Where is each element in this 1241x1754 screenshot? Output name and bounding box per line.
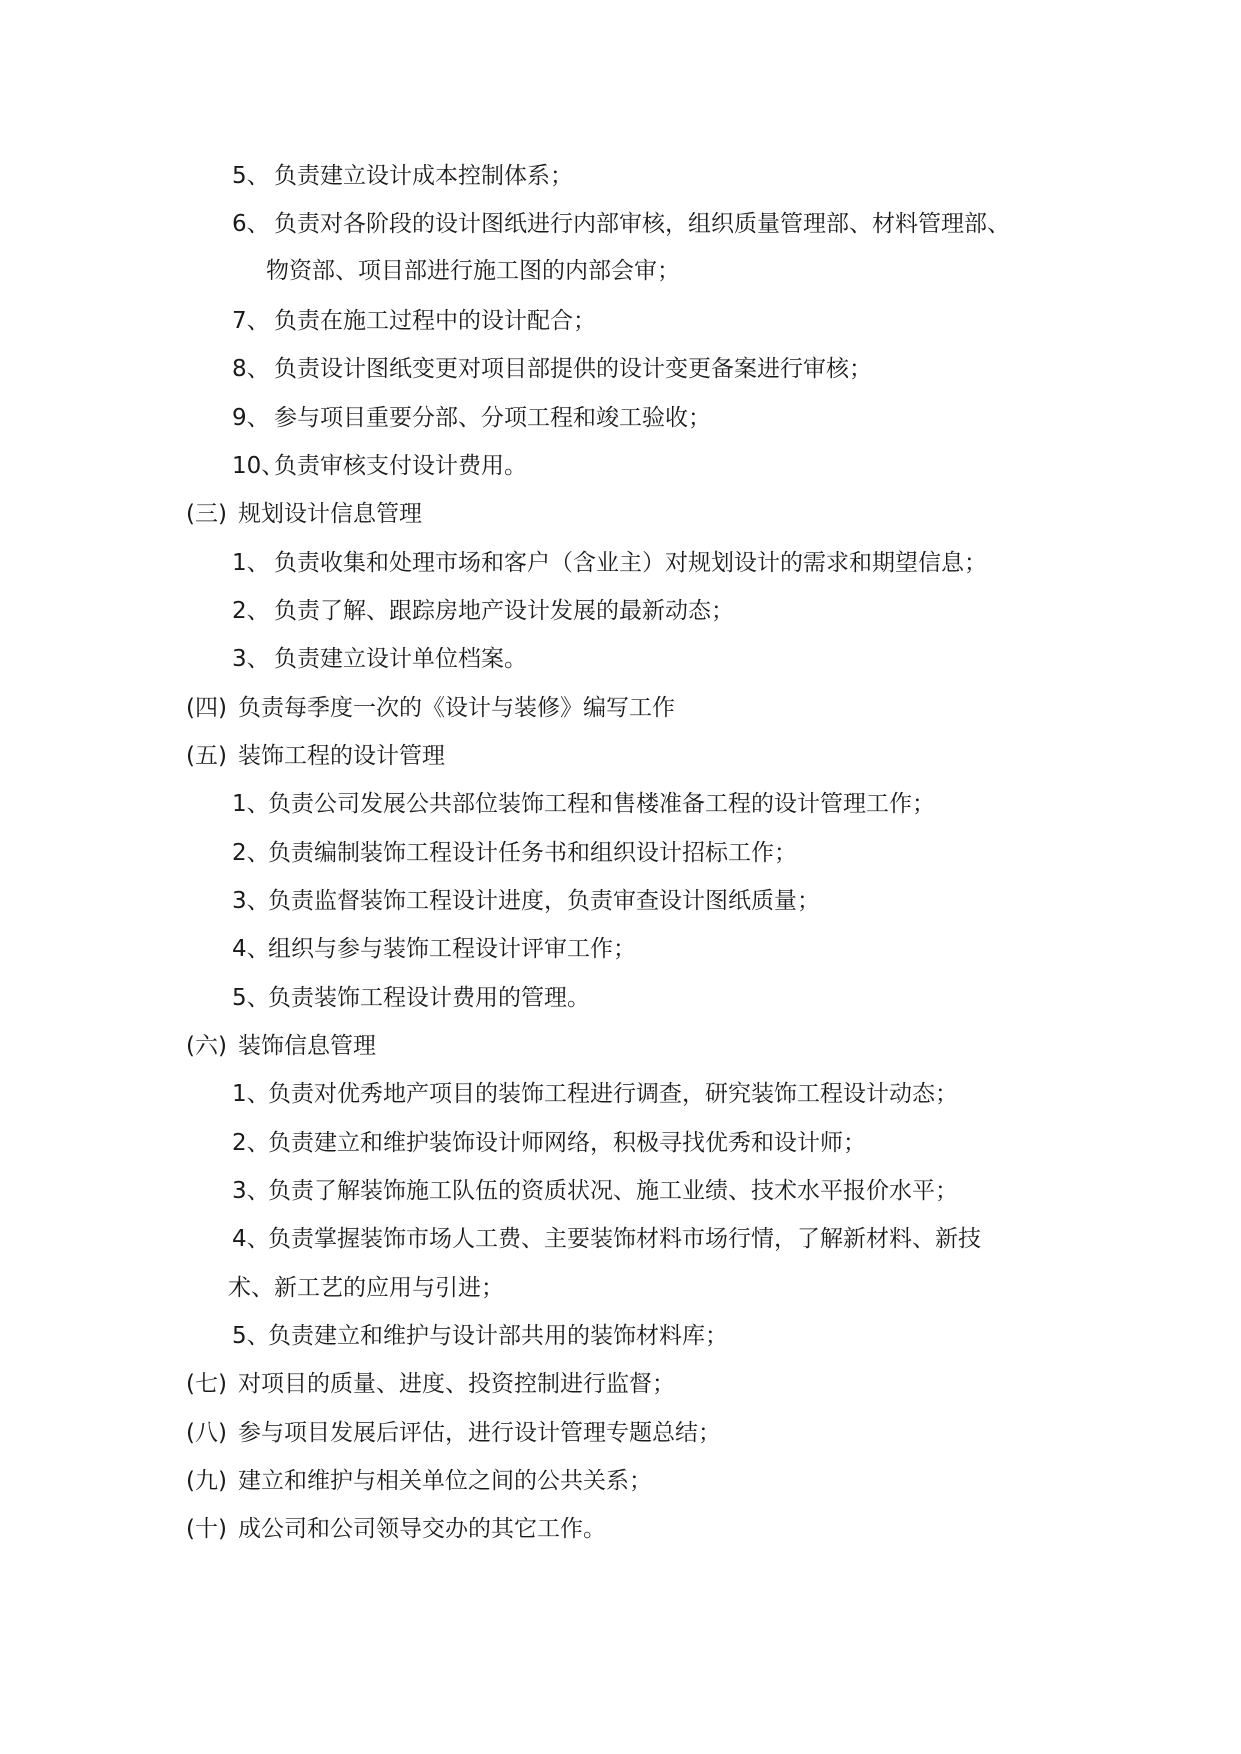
item-number: 1、: [232, 1081, 270, 1107]
item-number: 2、: [232, 598, 270, 624]
list-item: [232, 934, 636, 964]
item-text: 负责审核支付设计费用。: [274, 453, 527, 479]
section-number: (十): [186, 1516, 227, 1542]
item-text: 参与项目重要分部、分项工程和竣工验收；: [274, 405, 711, 431]
list-item: [232, 886, 820, 916]
item-text: 负责建立设计单位档案。: [274, 646, 527, 672]
list-item: [232, 1128, 866, 1158]
item-number: 4、: [232, 1226, 270, 1252]
item-text: 负责建立和维护与设计部共用的装饰材料库；: [268, 1323, 728, 1349]
item-text: 负责编制装饰工程设计任务书和组织设计招标工作；: [268, 840, 797, 866]
item-number: 3、: [232, 888, 270, 914]
item-number: 2、: [232, 840, 270, 866]
section-title: 成公司和公司领导交办的其它工作。: [238, 1516, 606, 1542]
item-number: 2、: [232, 1130, 270, 1156]
item-number: 10、: [232, 453, 285, 479]
section-heading: [186, 1466, 652, 1496]
section-heading: [186, 499, 422, 529]
item-text: 负责在施工过程中的设计配合；: [274, 308, 596, 334]
section-number: (六): [186, 1033, 227, 1059]
item-text: 负责监督装饰工程设计进度，负责审查设计图纸质量；: [268, 888, 820, 914]
section-title: 对项目的质量、进度、投资控制进行监督；: [238, 1371, 675, 1397]
item-text: 负责建立和维护装饰设计师网络，积极寻找优秀和设计师；: [268, 1130, 866, 1156]
list-item: [232, 209, 1010, 239]
section-title: 建立和维护与相关单位之间的公共关系；: [238, 1468, 652, 1494]
section-title: 规划设计信息管理: [238, 501, 422, 527]
item-text: 负责了解、跟踪房地产设计发展的最新动态；: [274, 598, 734, 624]
item-number: 1、: [232, 550, 270, 576]
item-text: 负责了解装饰施工队伍的资质状况、施工业绩、技术水平报价水平；: [268, 1178, 958, 1204]
section-heading: [186, 1418, 721, 1448]
item-number: 9、: [232, 405, 270, 431]
section-title: 参与项目发展后评估，进行设计管理专题总结；: [238, 1420, 721, 1446]
item-text: 负责收集和处理市场和客户（含业主）对规划设计的需求和期望信息；: [274, 550, 987, 576]
list-item: [232, 1224, 981, 1254]
list-item: [232, 789, 935, 819]
section-number: (三): [186, 501, 227, 527]
section-heading: [186, 1514, 606, 1544]
item-text: 负责对各阶段的设计图纸进行内部审核，组织质量管理部、材料管理部、: [274, 211, 1010, 237]
item-number: 4、: [232, 936, 270, 962]
section-heading: [186, 1369, 675, 1399]
list-item: [232, 983, 590, 1013]
section-heading: [186, 693, 675, 723]
list-item-continuation: [228, 1273, 504, 1303]
item-text: 组织与参与装饰工程设计评审工作；: [268, 936, 636, 962]
item-number: 6、: [232, 211, 270, 237]
list-item: [232, 354, 872, 384]
item-number: 3、: [232, 1178, 270, 1204]
item-number: 5、: [232, 163, 270, 189]
item-text: 术、新工艺的应用与引进；: [228, 1275, 504, 1301]
item-number: 1、: [232, 791, 270, 817]
item-number: 5、: [232, 985, 270, 1011]
list-item: [232, 548, 987, 578]
list-item: [232, 1176, 958, 1206]
item-text: 负责建立设计成本控制体系；: [274, 163, 573, 189]
item-number: 5、: [232, 1323, 270, 1349]
item-text: 负责公司发展公共部位装饰工程和售楼准备工程的设计管理工作；: [268, 791, 935, 817]
list-item: [232, 644, 527, 674]
list-item: [232, 403, 711, 433]
list-item: [232, 161, 573, 191]
list-item: [232, 451, 527, 481]
section-heading: [186, 1031, 376, 1061]
list-item: [232, 596, 734, 626]
item-text: 负责掌握装饰市场人工费、主要装饰材料市场行情，了解新材料、新技: [268, 1226, 981, 1252]
list-item: [232, 1321, 728, 1351]
list-item: [232, 838, 797, 868]
item-text: 负责设计图纸变更对项目部提供的设计变更备案进行审核；: [274, 356, 872, 382]
section-number: (七): [186, 1371, 227, 1397]
list-item: [232, 306, 596, 336]
list-item: [232, 1079, 958, 1109]
section-number: (五): [186, 743, 227, 769]
section-title: 装饰工程的设计管理: [238, 743, 445, 769]
item-text: 负责装饰工程设计费用的管理。: [268, 985, 590, 1011]
list-item-continuation: [266, 256, 680, 286]
section-number: (八): [186, 1420, 227, 1446]
section-title: 负责每季度一次的《设计与装修》编写工作: [238, 695, 675, 721]
item-number: 7、: [232, 308, 270, 334]
item-text: 物资部、项目部进行施工图的内部会审；: [266, 258, 680, 284]
section-number: (四): [186, 695, 227, 721]
section-title: 装饰信息管理: [238, 1033, 376, 1059]
item-number: 3、: [232, 646, 270, 672]
section-heading: [186, 741, 445, 771]
item-text: 负责对优秀地产项目的装饰工程进行调查，研究装饰工程设计动态；: [268, 1081, 958, 1107]
item-number: 8、: [232, 356, 270, 382]
section-number: (九): [186, 1468, 227, 1494]
